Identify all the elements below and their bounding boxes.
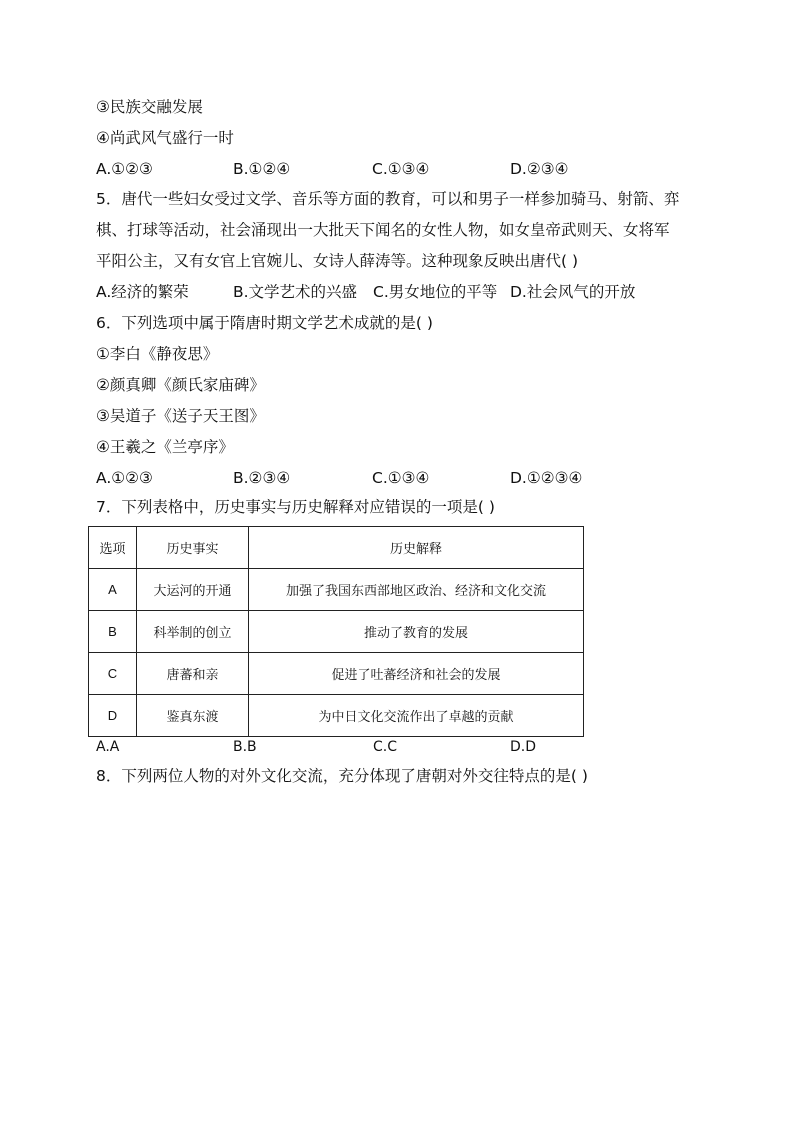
table-header-cell: 历史解释	[249, 527, 584, 569]
table-cell-fact: 大运河的开通	[137, 569, 249, 611]
table-header-row	[89, 527, 584, 569]
table-cell-explanation: 促进了吐蕃经济和社会的发展	[249, 653, 584, 695]
q5-option-b[interactable]: B.文学艺术的兴盛	[233, 283, 358, 301]
table-cell-option: B	[89, 611, 137, 653]
q4-option-d[interactable]: D.②③④	[510, 160, 569, 178]
table-row	[89, 695, 584, 737]
history-table	[88, 526, 584, 737]
q6-item-1: ①李白《静夜思》	[96, 345, 219, 363]
q6-item-4: ④王羲之《兰亭序》	[96, 438, 234, 456]
table-cell-fact: 唐蕃和亲	[137, 653, 249, 695]
q4-option-b[interactable]: B.①②④	[233, 160, 291, 178]
q7-stem: 7．下列表格中，历史事实与历史解释对应错误的一项是( )	[96, 498, 495, 516]
table-header-cell: 选项	[89, 527, 137, 569]
table-header-cell: 历史事实	[137, 527, 249, 569]
table-cell-explanation: 为中日文化交流作出了卓越的贡献	[249, 695, 584, 737]
q6-option-c[interactable]: C.①③④	[372, 469, 430, 487]
table-cell-fact: 科举制的创立	[137, 611, 249, 653]
q5-stem-line-3: 平阳公主，又有女官上官婉儿、女诗人薛涛等。这种现象反映出唐代( )	[96, 252, 579, 270]
q7-option-a[interactable]: A.A	[96, 739, 120, 755]
table-cell-fact: 鉴真东渡	[137, 695, 249, 737]
q4-option-c[interactable]: C.①③④	[372, 160, 430, 178]
option-item-3: ③民族交融发展	[96, 98, 203, 116]
q6-option-a[interactable]: A.①②③	[96, 469, 153, 487]
q5-option-a[interactable]: A.经济的繁荣	[96, 283, 189, 301]
q7-option-c[interactable]: C.C	[373, 739, 398, 755]
q5-stem-line-1: 5．唐代一些妇女受过文学、音乐等方面的教育，可以和男子一样参加骑马、射箭、弈	[96, 190, 680, 208]
table-row	[89, 569, 584, 611]
table-row	[89, 653, 584, 695]
q8-stem: 8．下列两位人物的对外文化交流，充分体现了唐朝对外交往特点的是( )	[96, 767, 588, 785]
q7-option-d[interactable]: D.D	[510, 739, 537, 755]
q6-stem: 6．下列选项中属于隋唐时期文学艺术成就的是( )	[96, 314, 433, 332]
q5-option-d[interactable]: D.社会风气的开放	[510, 283, 636, 301]
q6-item-2: ②颜真卿《颜氏家庙碑》	[96, 376, 265, 394]
option-item-4: ④尚武风气盛行一时	[96, 129, 234, 147]
q7-option-b[interactable]: B.B	[233, 739, 257, 755]
table-row	[89, 611, 584, 653]
q6-option-d[interactable]: D.①②③④	[510, 469, 583, 487]
q6-item-3: ③吴道子《送子天王图》	[96, 407, 265, 425]
q4-option-a[interactable]: A.①②③	[96, 160, 153, 178]
q5-option-c[interactable]: C.男女地位的平等	[373, 283, 498, 301]
q6-option-b[interactable]: B.②③④	[233, 469, 291, 487]
table-cell-option: D	[89, 695, 137, 737]
table-cell-option: C	[89, 653, 137, 695]
table-cell-explanation: 推动了教育的发展	[249, 611, 584, 653]
table-cell-option: A	[89, 569, 137, 611]
table-cell-explanation: 加强了我国东西部地区政治、经济和文化交流	[249, 569, 584, 611]
q5-stem-line-2: 棋、打球等活动，社会涌现出一大批天下闻名的女性人物，如女皇帝武则天、女将军	[96, 221, 670, 239]
